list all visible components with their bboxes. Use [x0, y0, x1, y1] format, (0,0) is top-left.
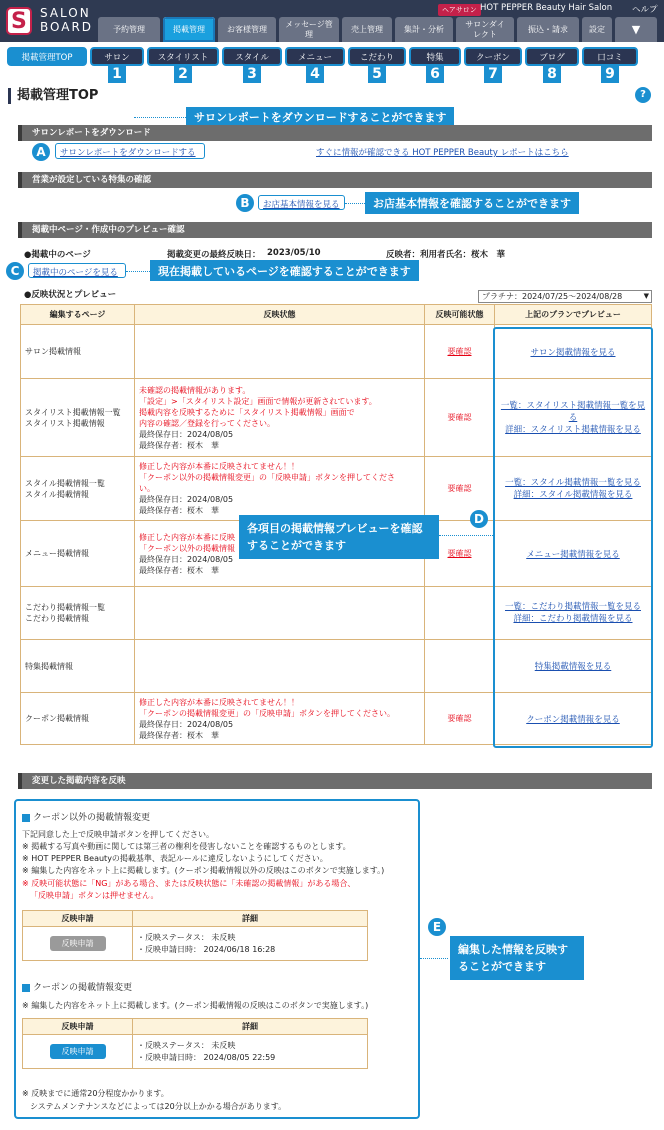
- row-state: [425, 587, 495, 640]
- state-link[interactable]: 要確認: [447, 549, 472, 558]
- subtab-stylist[interactable]: スタイリスト: [147, 47, 219, 66]
- tab-analytics[interactable]: 集計・分析: [395, 17, 453, 42]
- block2-title-text: クーポンの掲載情報変更: [33, 983, 133, 993]
- tab-settings[interactable]: 設定: [582, 17, 612, 42]
- status-text: 最終保存日：2024/08/05: [139, 719, 234, 729]
- subtab-number: 6: [426, 65, 444, 83]
- logo-mark: S: [11, 9, 27, 34]
- square-bullet-icon: [22, 984, 30, 992]
- page-name: こだわり掲載情報一覧: [25, 603, 105, 612]
- row-status: [135, 587, 425, 640]
- subtab-feature[interactable]: 特集: [409, 47, 461, 66]
- reflect-table-2: [22, 1018, 368, 1069]
- status-text: 最終保存日：2024/08/05: [139, 429, 234, 439]
- block1-title-text: クーポン以外の掲載情報変更: [33, 813, 151, 823]
- subtab-kodawari[interactable]: こだわり: [348, 47, 406, 66]
- current-page-link[interactable]: 掲載中のページを見る: [33, 268, 118, 278]
- subtab-salon[interactable]: サロン: [90, 47, 144, 66]
- status-text: 最終保存者：桜木 華: [139, 440, 219, 450]
- detail-date: ・反映申請日時： 2024/08/05 22:59: [137, 1052, 276, 1062]
- logo-text-line2: BOARD: [40, 20, 94, 34]
- letter-d: D: [470, 510, 488, 528]
- preview-link[interactable]: 詳細：スタイル掲載情報を見る: [513, 489, 633, 500]
- tab-billing[interactable]: 振込・請求: [517, 17, 579, 42]
- col-header: 編集するページ: [21, 305, 135, 325]
- plan-select-value: プラチナ：2024/07/25〜2024/08/28: [482, 292, 623, 301]
- status-text: 最終保存者：桜木 華: [139, 565, 219, 575]
- page-name: こだわり掲載情報: [25, 614, 89, 623]
- logo-text-line1: SALON: [40, 6, 91, 20]
- state-text: 要確認: [447, 714, 472, 723]
- callout-connector: [420, 958, 448, 959]
- salon-name: HOT PEPPER Beauty Hair Salon: [480, 3, 613, 13]
- row-page: [21, 693, 135, 745]
- salonboard-logo-icon[interactable]: [6, 7, 32, 35]
- letter-b: B: [236, 194, 254, 212]
- status-alert: 修正した内容が本番に反映: [139, 532, 235, 542]
- preview-column-highlight: [493, 327, 653, 748]
- subtab-number: 1: [108, 65, 126, 83]
- status-alert: 未確認の掲載情報があります。: [139, 385, 251, 395]
- detail-status: ・反映ステータス： 未反映: [137, 1040, 236, 1050]
- status-alert: 修正した内容が本番に反映されてません！！: [139, 462, 299, 471]
- callout-connector: [439, 535, 491, 536]
- block2-title: [22, 980, 132, 993]
- status-alert: 内容の確認／登録を行ってください。: [139, 418, 275, 428]
- status-alert: い。: [139, 484, 155, 493]
- section-preview-title: 掲載中ページ・作成中のプレビュー確認: [18, 222, 652, 238]
- callout-d: 各項目の掲載情報プレビューを確認することができます: [239, 515, 439, 559]
- reflector-name: 反映者：利用者氏名：桜木 華: [386, 250, 506, 260]
- chevron-down-icon[interactable]: ▼: [615, 17, 657, 42]
- status-text: 最終保存日：2024/08/05: [139, 495, 234, 504]
- letter-c: C: [6, 262, 24, 280]
- help-icon[interactable]: ?: [635, 87, 651, 103]
- callout-b: お店基本情報を確認することができます: [365, 192, 579, 214]
- reflect-request-button-disabled: 反映申請: [50, 936, 106, 951]
- status-text: 最終保存日：2024/08/05: [139, 554, 234, 564]
- preview-link[interactable]: サロン掲載情報を見る: [530, 347, 616, 358]
- section-reflect-title: 変更した掲載内容を反映: [18, 773, 652, 789]
- subtab-number: 3: [243, 65, 261, 83]
- row-status: [135, 640, 425, 693]
- reflect-note: ※ 反映までに通常20分程度かかります。: [22, 1089, 169, 1098]
- row-status: [135, 693, 425, 745]
- tab-salon-direct[interactable]: サロンダイレクト: [456, 17, 514, 42]
- tab-listing[interactable]: 掲載管理: [163, 17, 215, 42]
- state-link[interactable]: 要確認: [447, 347, 472, 356]
- row-state: [425, 640, 495, 693]
- subtab-number: 8: [543, 65, 561, 83]
- callout-connector: [134, 117, 186, 118]
- page-name: サロン掲載情報: [25, 347, 81, 356]
- block1-line: ※ 編集した内容をネット上に掲載します。(クーポン掲載情報以外の反映はこのボタンで実施します。): [22, 866, 385, 875]
- button-cell: [23, 1035, 133, 1069]
- subtab-style[interactable]: スタイル: [222, 47, 282, 66]
- report-download-link[interactable]: サロンレポートをダウンロードする: [60, 148, 196, 158]
- block1-warning: ※ 反映可能状態に「NG」がある場合、または反映状態に「未確認の掲載情報」がある場合、: [22, 879, 356, 888]
- status-alert: 修正した内容が本番に反映されてません！！: [139, 697, 299, 707]
- row-page: [21, 457, 135, 521]
- subtab-number: 4: [306, 65, 324, 83]
- col-header: 詳細: [133, 1019, 368, 1035]
- square-bullet-icon: [22, 814, 30, 822]
- callout-connector: [345, 203, 365, 204]
- preview-link[interactable]: クーポン掲載情報を見る: [526, 714, 620, 725]
- row-status: [135, 457, 425, 521]
- page-title: 掲載管理TOP: [8, 88, 98, 104]
- last-update-date: 2023/05/10: [267, 248, 321, 258]
- page-name: スタイリスト掲載情報: [25, 418, 105, 428]
- page-name: スタイリスト掲載情報一覧: [25, 407, 121, 417]
- col-header: 反映状態: [135, 305, 425, 325]
- button-cell: [23, 927, 133, 961]
- plan-select[interactable]: [478, 290, 652, 303]
- row-state: [425, 379, 495, 457]
- tab-message[interactable]: メッセージ管理: [279, 17, 339, 42]
- subtab-coupon[interactable]: クーポン: [464, 47, 522, 66]
- detail-status: ・反映ステータス： 未反映: [137, 932, 236, 942]
- subtab-number: 2: [174, 65, 192, 83]
- detail-date: ・反映申請日時： 2024/06/18 16:28: [137, 944, 276, 954]
- block1-title: [22, 810, 150, 823]
- subtab-number: 9: [601, 65, 619, 83]
- block1-line: 下記同意した上で反映申請ボタンを押してください。: [22, 830, 214, 839]
- preview-link[interactable]: 詳細：スタイリスト掲載情報を見る: [505, 424, 641, 435]
- status-alert: 掲載内容を反映するために「スタイリスト掲載情報」画面で: [139, 407, 355, 417]
- col-header: 上記のプランでプレビュー: [495, 305, 652, 325]
- section-report-title: サロンレポートをダウンロード: [18, 125, 652, 141]
- subtab-review[interactable]: 口コミ: [582, 47, 638, 66]
- status-alert: 「クーポン以外の掲載情報変更」の「反映申請」ボタンを押してくださ: [139, 473, 395, 482]
- block1-line: ※ HOT PEPPER Beautyの掲載基準、表記ルールに違反しないようにしてください。: [22, 854, 328, 863]
- preview-link[interactable]: 一覧：こだわり掲載情報一覧を見る: [504, 602, 641, 612]
- page-name: メニュー掲載情報: [25, 549, 89, 558]
- preview-link[interactable]: メニュー掲載情報を見る: [526, 549, 620, 560]
- page-name: 特集掲載情報: [25, 661, 73, 671]
- row-page: [21, 521, 135, 587]
- status-alert: 「クーポンの掲載情報変更」の「反映申請」ボタンを押してください。: [139, 708, 395, 718]
- section-feature-title: 営業が設定している特集の確認: [18, 172, 652, 188]
- row-status: [135, 325, 425, 379]
- tab-reservation[interactable]: 予約管理: [98, 17, 160, 42]
- callout-a: サロンレポートをダウンロードすることができます: [186, 107, 454, 127]
- preview-link[interactable]: 一覧：スタイル掲載情報一覧を見る: [505, 477, 641, 488]
- subtab-number: 5: [368, 65, 386, 83]
- col-header: 反映申請: [23, 1019, 133, 1035]
- letter-a: A: [32, 143, 50, 161]
- last-update-label: 掲載変更の最終反映日：: [167, 250, 261, 260]
- row-page: [21, 587, 135, 640]
- status-text: 最終保存者：桜木 華: [139, 506, 219, 515]
- page-name: スタイル掲載情報一覧: [25, 478, 105, 488]
- row-page: [21, 379, 135, 457]
- status-alert: 「クーポン以外の掲載情報: [139, 543, 235, 553]
- callout-e: 編集した情報を反映することができます: [450, 936, 584, 980]
- preview-link[interactable]: 詳細：こだわり掲載情報を見る: [513, 614, 633, 624]
- store-info-link[interactable]: お店基本情報を見る: [263, 200, 340, 210]
- row-state: [425, 693, 495, 745]
- state-text: 要確認: [447, 413, 472, 422]
- tab-sales[interactable]: 売上管理: [342, 17, 392, 42]
- report-hpb-link[interactable]: すぐに情報が確認できる HOT PEPPER Beauty レポートはこちら: [316, 148, 569, 158]
- callout-connector: [126, 271, 150, 272]
- chevron-down-icon: ▼: [643, 292, 649, 300]
- preview-link[interactable]: 一覧：スタイリスト掲載情報一覧を見る: [500, 400, 646, 423]
- row-status: [135, 379, 425, 457]
- detail-cell: [133, 1035, 368, 1069]
- detail-cell: [133, 927, 368, 961]
- status-preview-label: ●反映状況とプレビュー: [24, 290, 117, 300]
- help-link[interactable]: ヘルプ: [632, 5, 658, 15]
- block1-warning: 「反映申請」ボタンは押せません。: [30, 891, 159, 900]
- reflect-note: システムメンテナンスなどによっては20分以上かかる場合があります。: [22, 1102, 287, 1111]
- reflect-table-1: [22, 910, 368, 961]
- subtab-top[interactable]: 掲載管理TOP: [7, 47, 87, 66]
- preview-link[interactable]: 特集掲載情報を見る: [534, 662, 612, 672]
- row-page: [21, 640, 135, 693]
- page-name: クーポン掲載情報: [25, 714, 89, 723]
- col-header: 反映可能状態: [425, 305, 495, 325]
- subtab-number: 7: [484, 65, 502, 83]
- tab-customer[interactable]: お客様管理: [218, 17, 276, 42]
- block1-line: ※ 掲載する写真や動画に関しては第三者の権利を侵害しないことを確認するものとします。: [22, 842, 351, 851]
- current-page-label: ●掲載中のページ: [24, 250, 91, 260]
- row-page: [21, 325, 135, 379]
- col-header: 反映申請: [23, 911, 133, 927]
- block2-line: ※ 編集した内容をネット上に掲載します。(クーポン掲載情報の反映はこのボタンで実施します。): [22, 1001, 369, 1010]
- status-text: 最終保存者：桜木 華: [139, 730, 219, 740]
- subtab-menu[interactable]: メニュー: [285, 47, 345, 66]
- letter-e: E: [428, 918, 446, 936]
- status-alert: 「設定」>「スタイリスト設定」画面で情報が更新されています。: [139, 396, 377, 406]
- state-text: 要確認: [447, 484, 472, 493]
- row-state: [425, 325, 495, 379]
- reflect-request-button[interactable]: 反映申請: [50, 1044, 106, 1059]
- subtab-blog[interactable]: ブログ: [525, 47, 579, 66]
- salon-type-badge: ヘアサロン: [438, 4, 481, 16]
- callout-c: 現在掲載しているページを確認することができます: [150, 260, 419, 281]
- page-name: スタイル掲載情報: [25, 489, 89, 499]
- col-header: 詳細: [133, 911, 368, 927]
